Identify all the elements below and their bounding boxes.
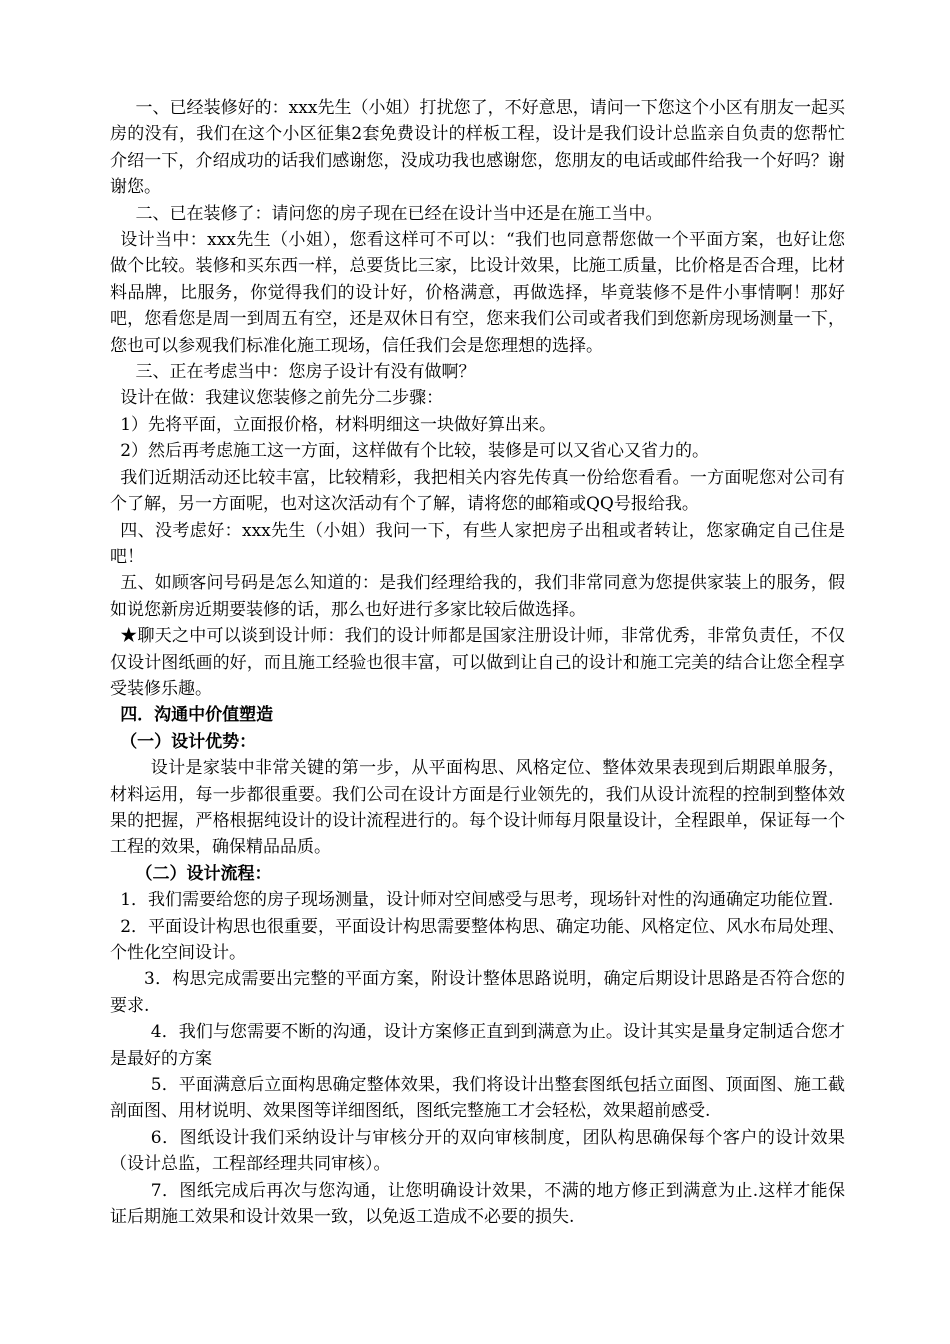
subsection-heading-design-advantage: （一）设计优势： bbox=[120, 731, 257, 752]
paragraph-activities: 我们近期活动还比较丰富，比较精彩，我把相关内容先传真一份给您看看。一方面呢您对公司有个了解，另一方面呢，也对这次活动有个了解，请将您的邮箱或QQ号报给我。 bbox=[110, 467, 845, 515]
process-item-3: 3．构思完成需要出完整的平面方案，附设计整体思路说明，确定后期设计思路是否符合您的要求. bbox=[110, 969, 845, 1016]
process-item-4: 4．我们与您需要不断的沟通，设计方案修正直到到满意为止。设计其实是量身定制适合您才是最好的方案 bbox=[110, 1022, 845, 1069]
paragraph-number-source: 五、如顾客问号码是怎么知道的：是我们经理给我的，我们非常同意为您提供家装上的服务，假如说您新房近期要装修的话，那么也好进行多家比较后做选择。 bbox=[110, 573, 845, 620]
paragraph-not-decided: 四、没考虑好：xxx先生（小姐）我问一下，有些人家把房子出租或者转让，您家确定自己住是吧！ bbox=[110, 520, 845, 567]
paragraph-step-1: 1）先将平面，立面报价格，材料明细这一块做好算出来。 bbox=[120, 414, 557, 435]
process-item-5: 5．平面满意后立面构思确定整体效果，我们将设计出整套图纸包括立面图、顶面图、施工截剖面图、用材说明、效果图等详细图纸，图纸完整施工才会轻松，效果超前感受. bbox=[110, 1075, 845, 1122]
paragraph-considering: 三、正在考虑当中：您房子设计有没有做啊？ bbox=[135, 362, 476, 383]
paragraph-design-advantage: 设计是家装中非常关键的第一步，从平面构思、风格定位、整体效果表现到后期跟单服务，材料运用，每一步都很重要。我们公司在设计方面是行业领先的，我们从设计流程的控制到整体效果的把握，严格根据纯设计的设计流程进行的。每个设计师每月限量设计，全程跟单，保证每一个工程的效果，确保精品品质。 bbox=[110, 758, 845, 858]
paragraph-in-design: 设计当中：xxx先生（小姐），您看这样可不可以：“我们也同意帮您做一个平面方案，也好让您做个比较。装修和买东西一样，总要货比三家，比设计效果，比施工质量，比价格是否合理，比材料品牌，比服务，你觉得我们的设计好，价格满意，再做选择，毕竟装修不是件小事情啊！那好吧，您看您是周一到周五有空，还是双休日有空，您来我们公司或者我们到您新房现场测量一下，您也可以参观我们标准化施工现场，信任我们会是您理想的选择。 bbox=[110, 230, 845, 356]
subsection-heading-design-process: （二）设计流程： bbox=[135, 863, 272, 884]
paragraph-decorated-homes: 一、已经装修好的：xxx先生（小姐）打扰您了，不好意思，请问一下您这个小区有朋友一起买房的没有，我们在这个小区征集2套免费设计的样板工程，设计是我们设计总监亲自负责的您帮忙介绍一下，介绍成功的话我们感谢您，没成功我也感谢您，您朋友的电话或邮件给我一个好吗？谢谢您。 bbox=[110, 98, 845, 198]
process-item-7: 7．图纸完成后再次与您沟通，让您明确设计效果，不满的地方修正到满意为止.这样才能保证后期施工效果和设计效果一致，以免返工造成不必要的损失. bbox=[110, 1180, 845, 1228]
paragraph-renovating: 二、已在装修了：请问您的房子现在已经在设计当中还是在施工当中。 bbox=[135, 203, 663, 224]
process-item-2: 2．平面设计构思也很重要，平面设计构思需要整体构思、确定功能、风格定位、风水布局处理、个性化空间设计。 bbox=[110, 916, 846, 963]
paragraph-step-2: 2）然后再考虑施工这一方面，这样做有个比较，装修是可以又省心又省力的。 bbox=[120, 441, 710, 462]
paragraph-design-steps: 设计在做：我建议您装修之前先分二步骤： bbox=[120, 388, 444, 409]
section-heading-value-shaping: 四．沟通中价值塑造 bbox=[120, 705, 274, 726]
paragraph-designers: ★聊天之中可以谈到设计师：我们的设计师都是国家注册设计师，非常优秀，非常负责任，不仅仅设计图纸画的好，而且施工经验也很丰富，可以做到让自己的设计和施工完美的结合让您全程享受装修乐趣。 bbox=[110, 626, 845, 699]
process-item-6: 6．图纸设计我们采纳设计与审核分开的双向审核制度，团队构思确保每个客户的设计效果（设计总监，工程部经理共同审核）。 bbox=[110, 1127, 845, 1175]
process-item-1: 1．我们需要给您的房子现场测量，设计师对空间感受与思考，现场针对性的沟通确定功能位置. bbox=[120, 890, 834, 911]
document-body bbox=[110, 95, 845, 1230]
